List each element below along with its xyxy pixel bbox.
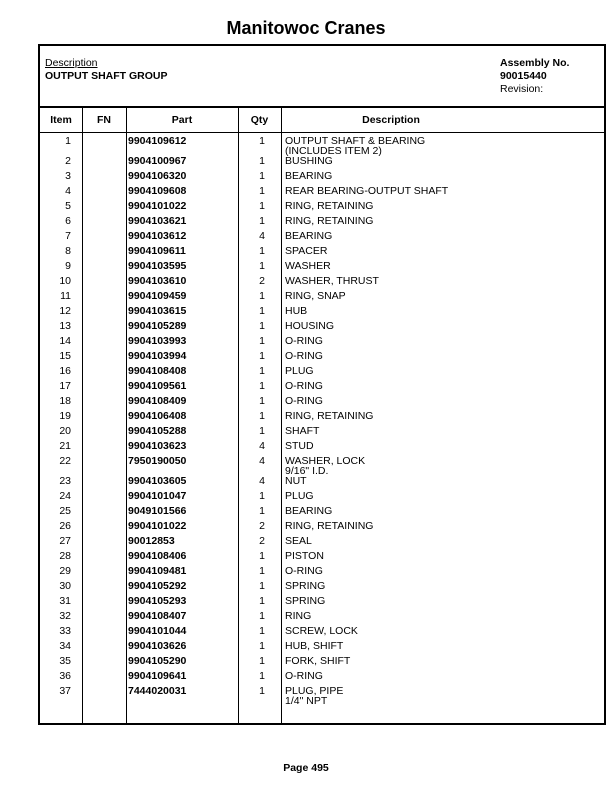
quantity: 1: [259, 365, 265, 377]
table-row: [40, 231, 604, 246]
table-row: [40, 581, 604, 596]
item-number: 10: [59, 275, 71, 287]
item-number: 19: [59, 410, 71, 422]
part-number: 9904100967: [128, 155, 187, 167]
part-description: SPACER: [285, 245, 328, 257]
part-number: 9904106408: [128, 410, 187, 422]
quantity: 1: [259, 350, 265, 362]
part-description: O-RING: [285, 350, 323, 362]
quantity: 1: [259, 185, 265, 197]
item-number: 2: [65, 155, 71, 167]
part-number: 9904108409: [128, 395, 187, 407]
quantity: 4: [259, 230, 265, 242]
quantity: 1: [259, 155, 265, 167]
part-description: FORK, SHIFT: [285, 655, 351, 667]
table-row: [40, 596, 604, 611]
table-row: [40, 506, 604, 521]
table-row: [40, 426, 604, 441]
item-number: 27: [59, 535, 71, 547]
part-description: RING, RETAINING: [285, 215, 374, 227]
item-number: 24: [59, 490, 71, 502]
description-value: OUTPUT SHAFT GROUP: [45, 70, 168, 82]
item-number: 31: [59, 595, 71, 607]
part-description: SHAFT: [285, 425, 320, 437]
part-description: SEAL: [285, 535, 312, 547]
quantity: 1: [259, 200, 265, 212]
item-number: 12: [59, 305, 71, 317]
part-description: OUTPUT SHAFT & BEARING: [285, 135, 426, 147]
part-description: HUB, SHIFT: [285, 640, 344, 652]
part-description: O-RING: [285, 395, 323, 407]
table-row: [40, 156, 604, 171]
description-label: Description: [45, 57, 98, 69]
part-description: O-RING: [285, 670, 323, 682]
part-number: 9904103610: [128, 275, 187, 287]
part-number: 7950190050: [128, 455, 187, 467]
part-number: 9904103623: [128, 440, 187, 452]
item-number: 32: [59, 610, 71, 622]
item-number: 17: [59, 380, 71, 392]
part-number: 9904101022: [128, 200, 187, 212]
quantity: 1: [259, 655, 265, 667]
table-row: [40, 366, 604, 381]
quantity: 1: [259, 260, 265, 272]
quantity: 2: [259, 535, 265, 547]
part-description: SPRING: [285, 595, 326, 607]
table-row: [40, 291, 604, 306]
table-row: [40, 456, 604, 476]
item-number: 34: [59, 640, 71, 652]
table-row: [40, 656, 604, 671]
part-number: 9049101566: [128, 505, 187, 517]
page-number: Page 495: [283, 762, 329, 774]
parts-list-frame: [38, 44, 606, 725]
table-row: [40, 641, 604, 656]
quantity: 4: [259, 455, 265, 467]
table-row: [40, 381, 604, 396]
quantity: 1: [259, 305, 265, 317]
quantity: 2: [259, 520, 265, 532]
item-number: 33: [59, 625, 71, 637]
column-header-qty: Qty: [250, 114, 269, 126]
part-description: SPRING: [285, 580, 326, 592]
table-row: [40, 246, 604, 261]
part-description: RING, RETAINING: [285, 410, 374, 422]
quantity: 1: [259, 595, 265, 607]
part-description: PLUG: [285, 490, 314, 502]
table-row: [40, 441, 604, 456]
item-number: 4: [65, 185, 71, 197]
part-description: (INCLUDES ITEM 2): [285, 145, 382, 157]
quantity: 1: [259, 170, 265, 182]
table-row: [40, 186, 604, 201]
part-description: BUSHING: [285, 155, 333, 167]
item-number: 22: [59, 455, 71, 467]
quantity: 1: [259, 610, 265, 622]
table-row: [40, 136, 604, 156]
table-row: [40, 521, 604, 536]
part-number: 9904105292: [128, 580, 187, 592]
part-number: 9904109641: [128, 670, 187, 682]
quantity: 1: [259, 380, 265, 392]
column-header-description: Description: [362, 114, 420, 126]
item-number: 1: [65, 135, 71, 147]
table-row: [40, 306, 604, 321]
revision-label: Revision:: [500, 83, 544, 95]
part-description: HOUSING: [285, 320, 335, 332]
part-description: RING, RETAINING: [285, 200, 374, 212]
table-row: [40, 396, 604, 411]
item-number: 23: [59, 475, 71, 487]
quantity: 1: [259, 290, 265, 302]
quantity: 1: [259, 135, 265, 147]
item-number: 11: [60, 290, 71, 302]
part-number: 9904108406: [128, 550, 187, 562]
quantity: 1: [259, 565, 265, 577]
part-number: 9904108408: [128, 365, 187, 377]
table-row: [40, 351, 604, 366]
table-row: [40, 626, 604, 641]
part-number: 9904105290: [128, 655, 187, 667]
quantity: 1: [259, 410, 265, 422]
part-description: WASHER, LOCK: [285, 455, 366, 467]
quantity: 1: [259, 395, 265, 407]
table-row: [40, 476, 604, 491]
part-number: 9904101044: [128, 625, 187, 637]
table-header: [40, 108, 604, 133]
part-description: BEARING: [285, 505, 333, 517]
part-number: 9904109611: [128, 245, 186, 257]
table-row: [40, 671, 604, 686]
part-number: 9904103621: [128, 215, 187, 227]
quantity: 4: [259, 440, 265, 452]
table-row: [40, 611, 604, 626]
assembly-label: Assembly No.: [500, 57, 570, 69]
part-description: WASHER: [285, 260, 331, 272]
part-number: 9904103605: [128, 475, 187, 487]
part-description: RING: [285, 610, 312, 622]
item-number: 8: [65, 245, 71, 257]
item-number: 16: [59, 365, 71, 377]
part-number: 9904101022: [128, 520, 187, 532]
part-number: 9904109459: [128, 290, 187, 302]
item-number: 13: [59, 320, 71, 332]
item-number: 26: [59, 520, 71, 532]
part-description: REAR BEARING-OUTPUT SHAFT: [285, 185, 449, 197]
table-row: [40, 201, 604, 216]
table-row: [40, 686, 604, 706]
quantity: 4: [259, 475, 265, 487]
part-description: O-RING: [285, 380, 323, 392]
part-number: 9904103615: [128, 305, 187, 317]
table-row: [40, 536, 604, 551]
assembly-number: 90015440: [500, 70, 547, 82]
quantity: 1: [259, 670, 265, 682]
table-row: [40, 216, 604, 231]
item-number: 7: [65, 230, 71, 242]
part-number: 9904105293: [128, 595, 187, 607]
table-row: [40, 491, 604, 506]
page-title: Manitowoc Cranes: [226, 18, 386, 38]
item-number: 20: [59, 425, 71, 437]
item-number: 29: [59, 565, 71, 577]
part-number: 9904103993: [128, 335, 187, 347]
part-number: 9904103612: [128, 230, 187, 242]
part-number: 9904108407: [128, 610, 187, 622]
part-number: 9904103595: [128, 260, 187, 272]
part-description: BEARING: [285, 170, 333, 182]
quantity: 1: [259, 625, 265, 637]
item-number: 28: [59, 550, 71, 562]
item-number: 6: [65, 215, 71, 227]
quantity: 1: [259, 215, 265, 227]
part-description: RING, RETAINING: [285, 520, 374, 532]
part-number: 9904101047: [128, 490, 187, 502]
part-description: PISTON: [285, 550, 324, 562]
table-row: [40, 336, 604, 351]
item-number: 37: [59, 685, 71, 697]
table-row: [40, 276, 604, 291]
part-description: SCREW, LOCK: [285, 625, 358, 637]
part-description: PLUG, PIPE: [285, 685, 344, 697]
part-description: 9/16" I.D.: [285, 465, 329, 477]
part-number: 9904103994: [128, 350, 187, 362]
item-number: 3: [65, 170, 71, 182]
part-description: NUT: [285, 475, 307, 487]
part-description: O-RING: [285, 565, 323, 577]
part-description: WASHER, THRUST: [285, 275, 379, 287]
item-number: 35: [59, 655, 71, 667]
quantity: 1: [259, 335, 265, 347]
part-number: 9904109561: [128, 380, 187, 392]
quantity: 1: [259, 640, 265, 652]
quantity: 1: [259, 685, 265, 697]
part-description: O-RING: [285, 335, 323, 347]
part-description: BEARING: [285, 230, 333, 242]
quantity: 1: [259, 320, 265, 332]
table-row: [40, 171, 604, 186]
quantity: 1: [259, 245, 265, 257]
table-row: [40, 566, 604, 581]
quantity: 1: [259, 580, 265, 592]
table-row: [40, 411, 604, 426]
item-number: 9: [65, 260, 71, 272]
table-row: [40, 321, 604, 336]
column-header-part: Part: [171, 114, 193, 126]
part-description: PLUG: [285, 365, 314, 377]
item-number: 36: [59, 670, 71, 682]
item-number: 15: [59, 350, 71, 362]
parts-table-body: [40, 136, 604, 706]
part-number: 9904105288: [128, 425, 187, 437]
assembly-header: [40, 46, 604, 108]
item-number: 14: [59, 335, 71, 347]
item-number: 5: [65, 200, 71, 212]
item-number: 25: [59, 505, 71, 517]
part-number: 9904109608: [128, 185, 187, 197]
part-number: 7444020031: [128, 685, 187, 697]
quantity: 1: [259, 550, 265, 562]
table-row: [40, 261, 604, 276]
column-header-fn: FN: [97, 114, 111, 126]
part-description: 1/4" NPT: [285, 695, 328, 707]
quantity: 1: [259, 425, 265, 437]
item-number: 18: [59, 395, 71, 407]
part-number: 9904109612: [128, 135, 187, 147]
part-description: RING, SNAP: [285, 290, 346, 302]
part-description: HUB: [285, 305, 308, 317]
part-number: 9904103626: [128, 640, 187, 652]
quantity: 1: [259, 490, 265, 502]
part-number: 9904105289: [128, 320, 187, 332]
table-row: [40, 551, 604, 566]
item-number: 21: [59, 440, 71, 452]
part-number: 9904109481: [128, 565, 187, 577]
quantity: 1: [259, 505, 265, 517]
part-number: 90012853: [128, 535, 175, 547]
column-header-item: Item: [50, 114, 72, 126]
quantity: 2: [259, 275, 265, 287]
item-number: 30: [59, 580, 71, 592]
part-description: STUD: [285, 440, 314, 452]
part-number: 9904106320: [128, 170, 187, 182]
